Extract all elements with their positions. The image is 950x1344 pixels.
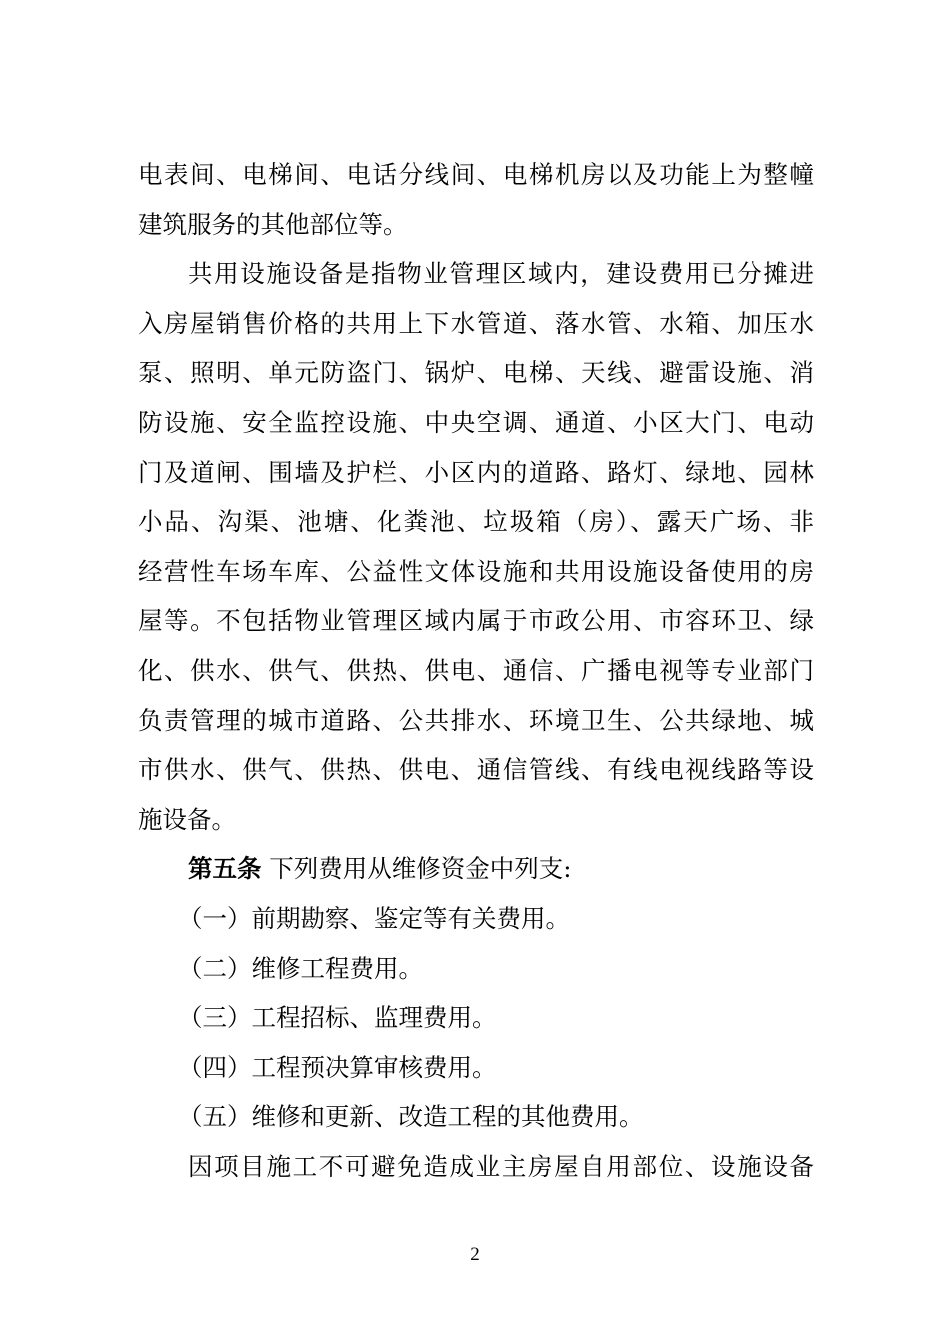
- list-item: （五）维修和更新、改造工程的其他费用。: [178, 1102, 644, 1132]
- body-text: [138, 150, 814, 1191]
- article-number: 第五条: [188, 854, 262, 884]
- list-item: （三）工程招标、监理费用。: [178, 1003, 497, 1033]
- text-line: 泵、照明、单元防盗门、锅炉、电梯、天线、避雷设施、消: [138, 358, 814, 388]
- text-line: 建筑服务的其他部位等。: [138, 209, 408, 239]
- list-item: （四）工程预决算审核费用。: [178, 1052, 497, 1082]
- text-line: 因项目施工不可避免造成业主房屋自用部位、设施设备: [188, 1151, 814, 1181]
- text-line: 防设施、安全监控设施、中央空调、通道、小区大门、电动: [138, 407, 814, 437]
- article-intro: 下列费用从维修资金中列支:: [269, 854, 572, 884]
- text-line: 电表间、电梯间、电话分线间、电梯机房以及功能上为整幢: [138, 160, 814, 189]
- text-line: 门及道闸、围墙及护栏、小区内的道路、路灯、绿地、园林: [138, 457, 814, 487]
- text-line: 共用设施设备是指物业管理区域内，建设费用已分摊进: [188, 259, 814, 289]
- text-line: 入房屋销售价格的共用上下水管道、落水管、水箱、加压水: [138, 308, 814, 338]
- text-line: 负责管理的城市道路、公共排水、环境卫生、公共绿地、城: [138, 705, 814, 735]
- article-heading-line: [138, 844, 814, 894]
- list-item: （一）前期勘察、鉴定等有关费用。: [178, 903, 570, 933]
- text-line: 小品、沟渠、池塘、化粪池、垃圾箱（房）、露天广场、非: [138, 507, 814, 537]
- page-number: 2: [470, 1244, 480, 1265]
- text-line: 经营性车场车库、公益性文体设施和共用设施设备使用的房: [138, 556, 814, 586]
- text-line: 市供水、供气、供热、供电、通信管线、有线电视线路等设: [138, 755, 814, 785]
- text-line: 化、供水、供气、供热、供电、通信、广播电视等专业部门: [138, 655, 814, 685]
- list-item: （二）维修工程费用。: [178, 953, 423, 983]
- text-line: 施设备。: [138, 804, 236, 834]
- text-line: 屋等。不包括物业管理区域内属于市政公用、市容环卫、绿: [138, 606, 814, 636]
